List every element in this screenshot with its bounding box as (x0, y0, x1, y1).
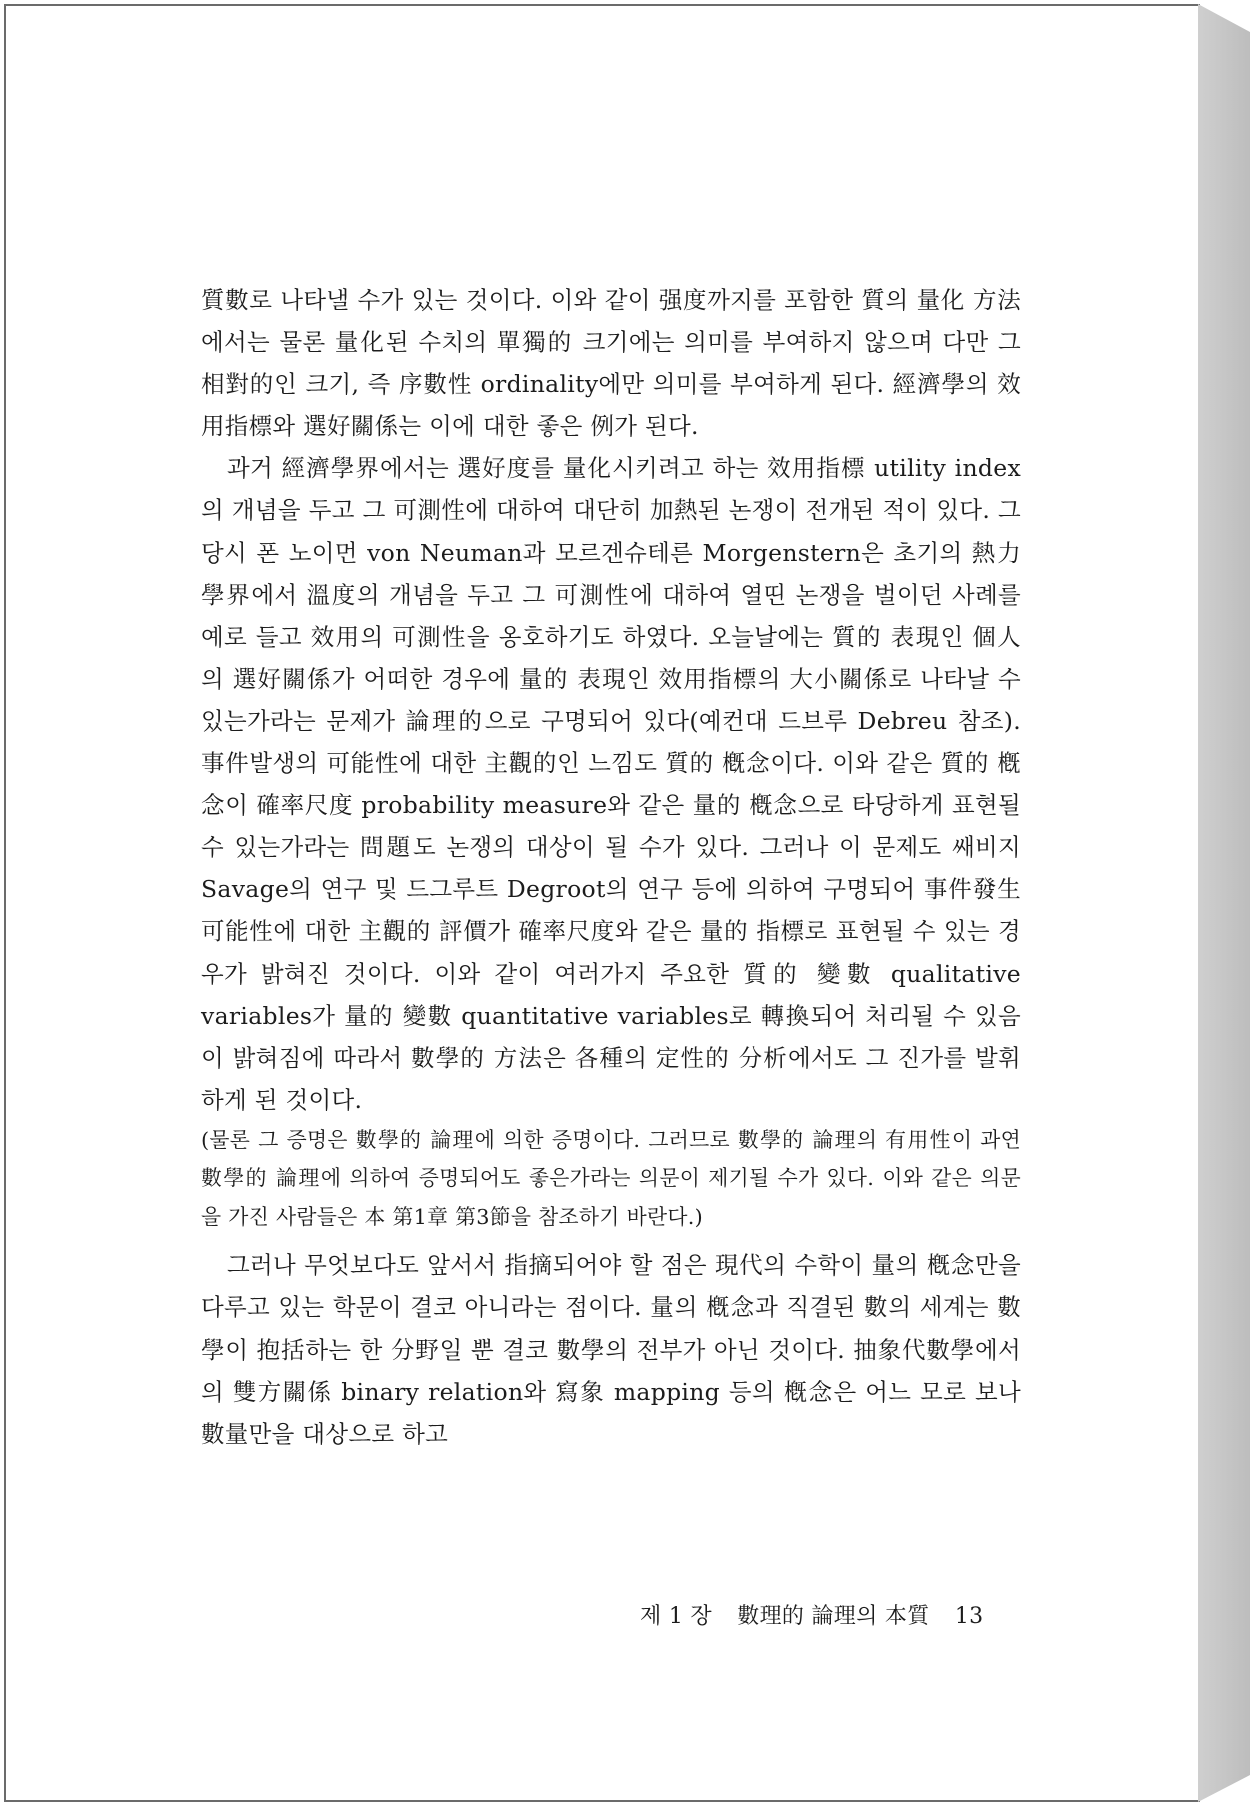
body-text (201, 279, 1021, 1455)
paragraph-2: 과거 經濟學界에서는 選好度를 量化시키려고 하는 效用指標 utility index의 개념을 두고 그 可測性에 대하여 대단히 加熱된 논쟁이 전개된 적이 있다. 그 당시 폰 노이먼 von Neuman과 모르겐슈테른 Morgenstern은 초기의 熱力學界에서 溫度의 개념을 두고 그 可測性에 대하여 열띤 논쟁을 벌이던 사례를 예로 들고 效用의 可測性을 옹호하기도 하였다. 오늘날에는 質的 表現인 個人의 選好關係가 어떠한 경우에 量的 表現인 效用指標의 大小關係로 나타날 수 있는가라는 문제가 論理的으로 구명되어 있다(예컨대 드브루 Debreu 참조). 事件발생의 可能性에 대한 主觀的인 느낌도 質的 槪念이다. 이와 같은 質的 槪念이 確率尺度 probability measure와 같은 量的 槪念으로 타당하게 표현될 수 있는가라는 問題도 논쟁의 대상이 될 수가 있다. 그러나 이 문제도 쌔비지 Savage의 연구 및 드그루트 Degroot의 연구 등에 의하여 구명되어 事件發生 可能性에 대한 主觀的 評價가 確率尺度와 같은 量的 指標로 표현될 수 있는 경우가 밝혀진 것이다. 이와 같이 여러가지 주요한 質的 變數 qualitative variables가 量的 變數 quantitative variables로 轉換되어 처리될 수 있음이 밝혀짐에 따라서 數學的 方法은 各種의 定性的 分析에서도 그 진가를 발휘하게 된 것이다. (201, 454, 1021, 1114)
running-footer (640, 1599, 1010, 1630)
page-number: 13 (954, 1604, 984, 1629)
paragraph-3: 그러나 무엇보다도 앞서서 指摘되어야 할 점은 現代의 수학이 量의 槪念만을 다루고 있는 학문이 결코 아니라는 점이다. 量의 槪念과 직결된 數의 세계는 數學이 抱括하는 한 分野일 뿐 결코 數學의 전부가 아닌 것이다. 抽象代數學에서의 雙方關係 binary relation와 寫象 mapping 등의 槪念은 어느 모로 보나 數量만을 대상으로 하고 (201, 1251, 1021, 1448)
paragraph-1: 質數로 나타낼 수가 있는 것이다. 이와 같이 强度까지를 포함한 質의 量化 方法에서는 물론 量化된 수치의 單獨的 크기에는 의미를 부여하지 않으며 다만 그 相對的인 크기, 즉 序數性 ordinality에만 의미를 부여하게 된다. 經濟學의 效用指標와 選好關係는 이에 대한 좋은 例가 된다. (201, 286, 1021, 441)
footer-chapter: 제 1 장 (640, 1604, 712, 1629)
page-edge-shadow (1198, 4, 1250, 1802)
footer-title: 數理的 論理의 本質 (737, 1604, 930, 1629)
parenthetical-note: (물론 그 증명은 數學的 論理에 의한 증명이다. 그러므로 數學的 論理의 有用性이 과연 數學的 論理에 의하여 증명되어도 좋은가라는 의문이 제기될 수가 있다. 이와 같은 의문을 가진 사람들은 本 第1章 第3節을 참조하기 바란다.) (201, 1127, 1021, 1229)
